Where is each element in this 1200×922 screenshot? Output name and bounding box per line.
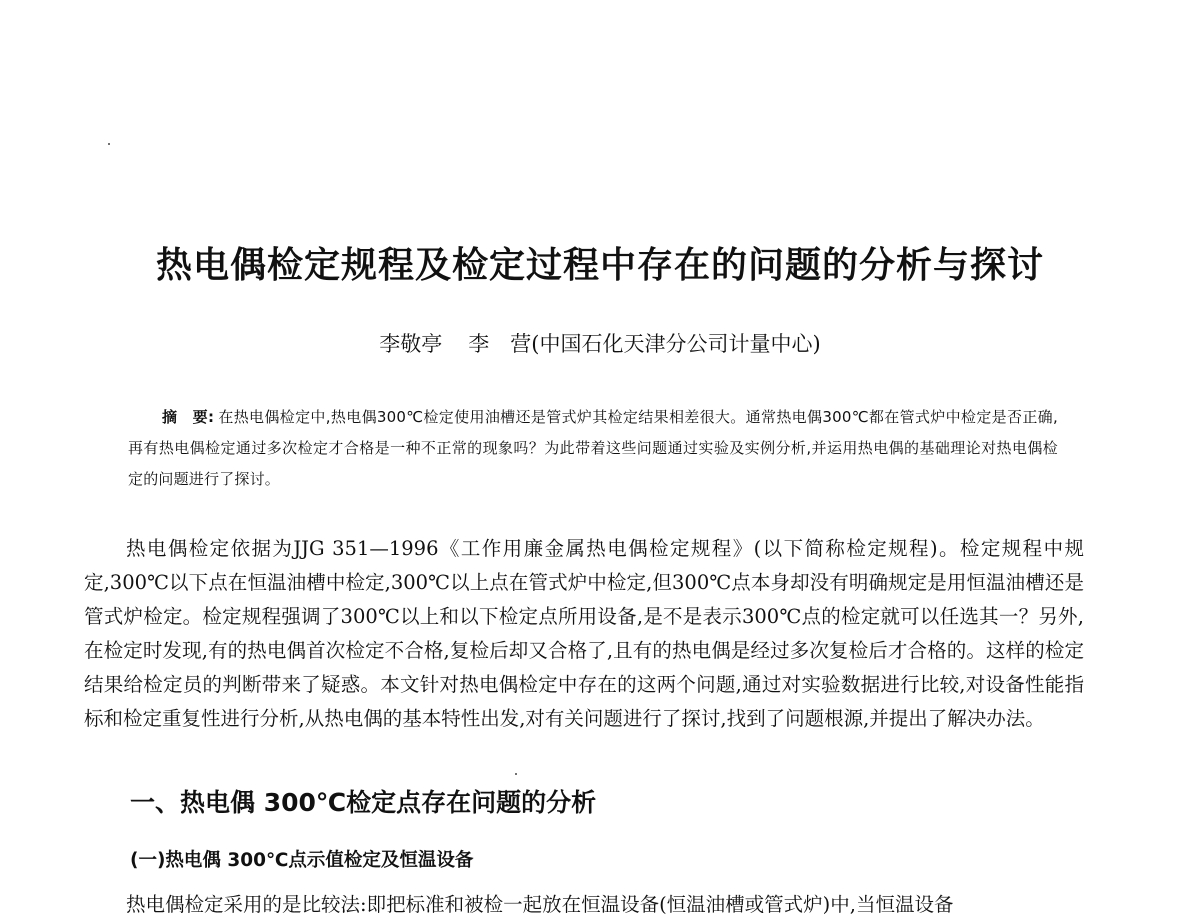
abstract xyxy=(128,402,1058,495)
author-name: 李敬亭 xyxy=(379,332,443,356)
abstract-text: 在热电偶检定中,热电偶300℃检定使用油槽还是管式炉其检定结果相差很大。通常热电偶300℃都在管式炉中检定是否正确,再有热电偶检定通过多次检定才合格是一种不正常的现象吗？为此带着这些问题通过实验及实例分析,并运用热电偶的基础理论对热电偶检定的问题进行了探讨。 xyxy=(128,408,1058,488)
subsection-heading: (一)热电偶 300℃点示值检定及恒温设备 xyxy=(130,850,474,871)
author-affiliation: (中国石化天津分公司计量中心) xyxy=(531,332,821,356)
author-name: 李 营 xyxy=(468,332,532,356)
paper-title: 热电偶检定规程及检定过程中存在的问题的分析与探讨 xyxy=(155,245,1044,286)
scan-speck xyxy=(515,773,517,775)
section-heading: 一、热电偶 300℃检定点存在问题的分析 xyxy=(130,788,597,817)
scan-speck xyxy=(108,143,110,145)
body-paragraph: 热电偶检定采用的是比较法:即把标准和被检一起放在恒温设备(恒温油槽或管式炉)中,当恒温设备 xyxy=(126,893,954,916)
intro-paragraph: 热电偶检定依据为JJG 351—1996《工作用廉金属热电偶检定规程》(以下简称检定规程)。检定规程中规定,300℃以下点在恒温油槽中检定,300℃以上点在管式炉中检定,但300℃点本身却没有明确规定是用恒温油槽还是管式炉检定。检定规程强调了300℃以上和以下检定点所用设备,是不是表示300℃点的检定就可以任选其一？另外,在检定时发现,有的热电偶首次检定不合格,复检后却又合格了,且有的热电偶是经过多次复检后才合格的。这样的检定结果给检定员的判断带来了疑惑。本文针对热电偶检定中存在的这两个问题,通过对实验数据进行比较,对设备性能指标和检定重复性进行分析,从热电偶的基本特性出发,对有关问题进行了探讨,找到了问题根源,并提出了解决办法。 xyxy=(84,537,1084,730)
abstract-label: 摘 要: xyxy=(162,408,215,426)
author-line xyxy=(60,328,1140,360)
